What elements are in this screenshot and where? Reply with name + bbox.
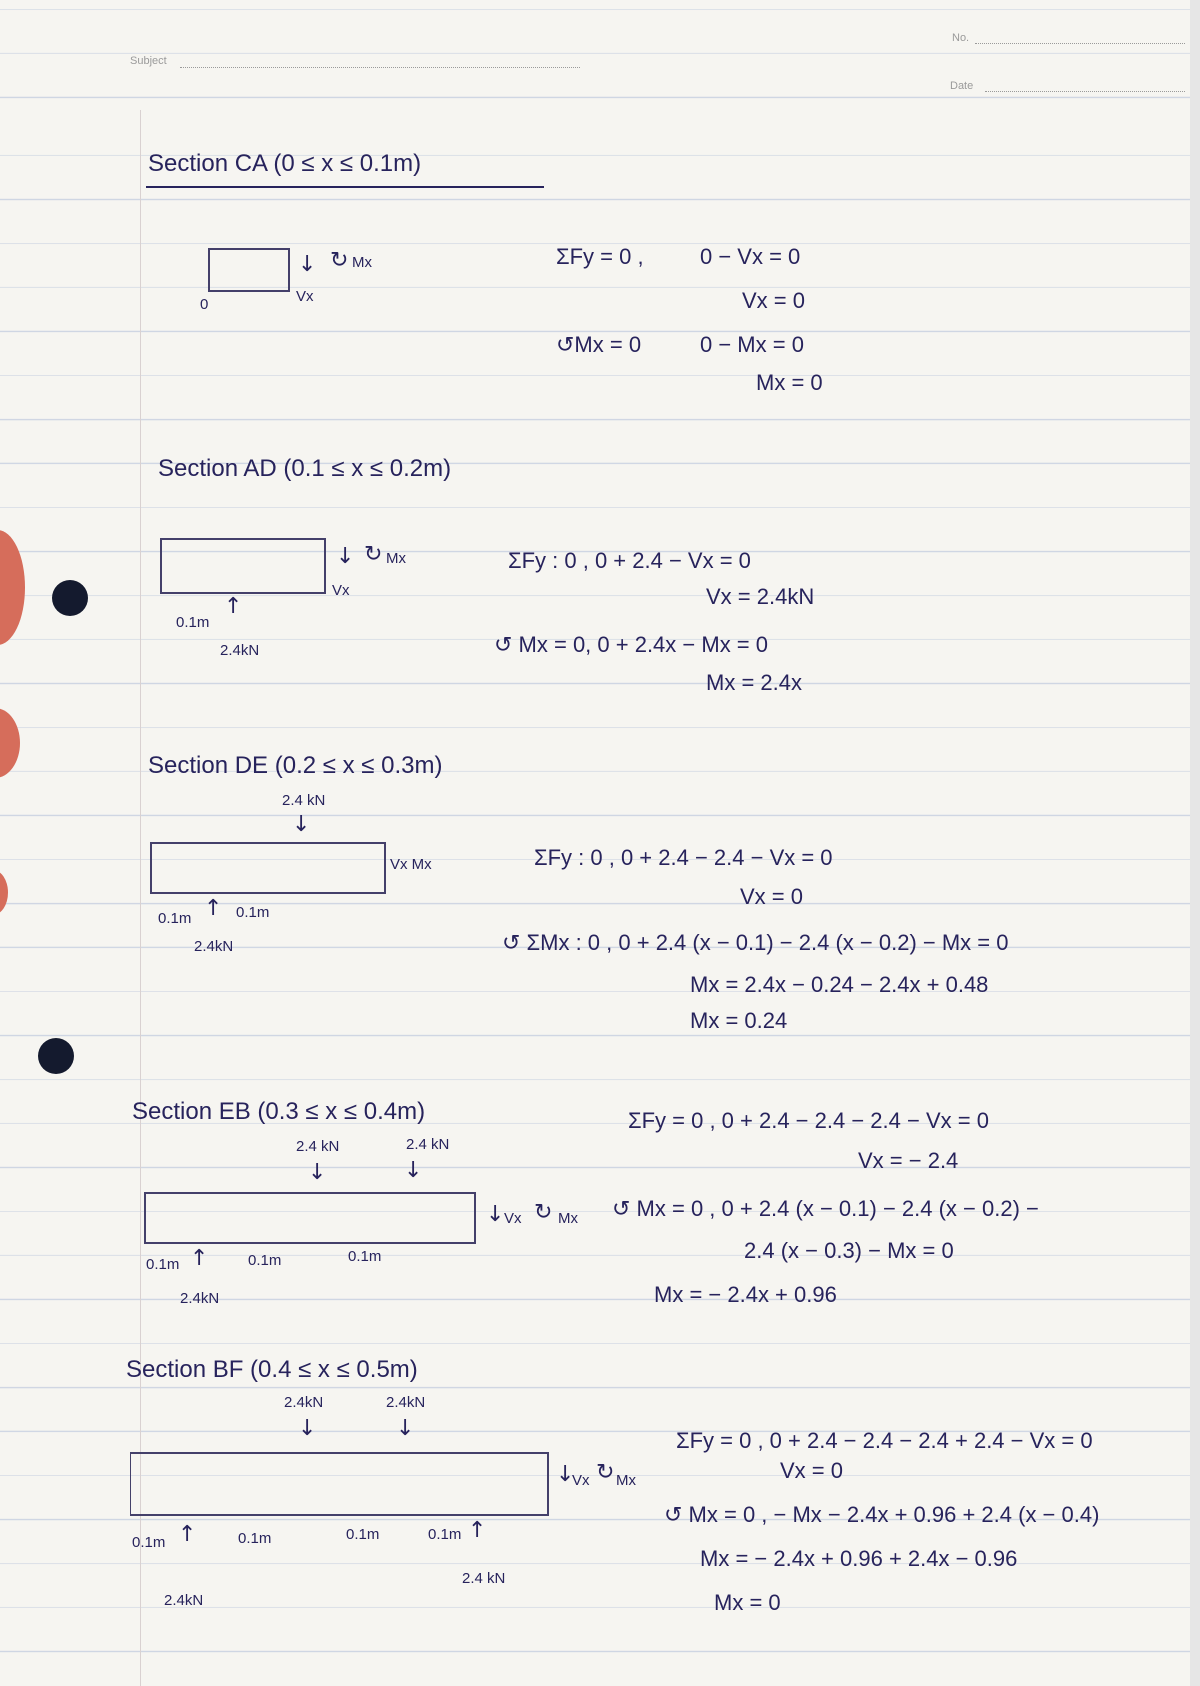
- moment-label: Mx: [352, 254, 372, 271]
- dimension-label: 0.1m: [346, 1526, 380, 1543]
- shear-label: Vx: [332, 582, 350, 599]
- equation: ↺ Mx = 0, 0 + 2.4x − Mx = 0: [494, 632, 769, 657]
- equation: ΣFy = 0 ,: [556, 244, 644, 269]
- reaction-arrow-icon: ↑: [204, 896, 223, 921]
- date-label: Date: [950, 80, 974, 92]
- equation: Mx = 0: [714, 1590, 781, 1615]
- equation: Mx = 0.24: [690, 1008, 788, 1033]
- binder-hole: [38, 1038, 74, 1074]
- point-label: 0: [200, 296, 209, 313]
- load-arrow-icon: ↓: [404, 1158, 423, 1183]
- subject-rule: [180, 66, 580, 68]
- dimension-label: 0.1m: [236, 904, 270, 921]
- load-arrow-icon: ↓: [292, 812, 311, 837]
- page-edge: [1190, 0, 1200, 1686]
- load-label: 2.4 kN: [296, 1138, 340, 1155]
- free-body-beam: [144, 1192, 476, 1244]
- section-title: Section BF (0.4 ≤ x ≤ 0.5m): [126, 1356, 418, 1383]
- shear-arrow-icon: ↓: [556, 1462, 575, 1487]
- equation: Vx = − 2.4: [858, 1148, 959, 1173]
- moment-arrow-icon: ↻: [596, 1460, 615, 1485]
- load-arrow-icon: ↓: [396, 1416, 415, 1441]
- load-arrow-icon: ↓: [298, 1416, 317, 1441]
- section-title: Section EB (0.3 ≤ x ≤ 0.4m): [132, 1098, 426, 1125]
- finger: [0, 530, 25, 645]
- load-label: 2.4 kN: [406, 1136, 450, 1153]
- shear-moment-label: Vx Mx: [390, 856, 432, 873]
- dimension-label: 0.1m: [176, 614, 210, 631]
- reaction-label: 2.4kN: [220, 642, 260, 659]
- moment-arrow-icon: ↻: [364, 542, 383, 567]
- shear-label: Vx: [504, 1210, 522, 1227]
- load-label: 2.4 kN: [282, 792, 326, 809]
- section-title: Section CA (0 ≤ x ≤ 0.1m): [148, 150, 422, 177]
- equation: Mx = 2.4x − 0.24 − 2.4x + 0.48: [690, 972, 989, 997]
- dimension-label: 0.1m: [248, 1252, 282, 1269]
- reaction-arrow-icon: ↑: [178, 1522, 197, 1547]
- section-title: Section DE (0.2 ≤ x ≤ 0.3m): [148, 752, 443, 779]
- reaction-label: 2.4kN: [164, 1592, 204, 1609]
- moment-arrow-icon: ↻: [534, 1200, 553, 1225]
- dimension-label: 0.1m: [132, 1534, 166, 1551]
- shear-label: Vx: [572, 1472, 590, 1489]
- moment-label: Mx: [558, 1210, 578, 1227]
- dimension-label: 0.1m: [146, 1256, 180, 1273]
- shear-arrow-icon: ↓: [298, 252, 317, 277]
- equation: ↺ Mx = 0 , − Mx − 2.4x + 0.96 + 2.4 (x − 0.4): [664, 1502, 1100, 1527]
- reaction-arrow-icon: ↑: [468, 1518, 487, 1543]
- date-rule: [985, 90, 1185, 92]
- moment-label: Mx: [616, 1472, 636, 1489]
- binder-hole: [52, 580, 88, 616]
- equation: 0 − Mx = 0: [700, 332, 804, 357]
- no-rule: [975, 42, 1185, 44]
- equation: Mx = − 2.4x + 0.96: [654, 1282, 837, 1307]
- reaction-arrow-icon: ↑: [190, 1246, 209, 1271]
- equation: 0 − Vx = 0: [700, 244, 801, 269]
- reaction-label: 2.4 kN: [462, 1570, 506, 1587]
- dimension-label: 0.1m: [238, 1530, 272, 1547]
- reaction-label: 2.4kN: [194, 938, 234, 955]
- dimension-label: 0.1m: [348, 1248, 382, 1265]
- finger: [0, 708, 20, 778]
- equation: Mx = 0: [756, 370, 823, 395]
- shear-label: Vx: [296, 288, 314, 305]
- equation: Vx = 2.4kN: [706, 584, 815, 609]
- reaction-arrow-icon: ↑: [224, 594, 243, 619]
- equation: Vx = 0: [740, 884, 803, 909]
- moment-label: Mx: [386, 550, 406, 567]
- equation: Mx = − 2.4x + 0.96 + 2.4x − 0.96: [700, 1546, 1018, 1571]
- margin-line: [140, 110, 141, 1686]
- free-body-beam: [150, 842, 386, 894]
- shear-arrow-icon: ↓: [336, 544, 355, 569]
- equation: Vx = 0: [780, 1458, 843, 1483]
- title-underline: [146, 186, 544, 188]
- equation: Mx = 2.4x: [706, 670, 802, 695]
- equation: ΣFy : 0 , 0 + 2.4 − Vx = 0: [508, 548, 751, 573]
- subject-label: Subject: [130, 55, 167, 67]
- dimension-label: 0.1m: [158, 910, 192, 927]
- moment-arrow-icon: ↻: [330, 248, 349, 273]
- free-body-beam: [160, 538, 326, 594]
- finger: [0, 870, 8, 915]
- equation: ΣFy = 0 , 0 + 2.4 − 2.4 − 2.4 + 2.4 − Vx = 0: [676, 1428, 1093, 1453]
- no-label: No.: [952, 32, 970, 44]
- section-title: Section AD (0.1 ≤ x ≤ 0.2m): [158, 455, 452, 482]
- shear-arrow-icon: ↓: [486, 1202, 505, 1227]
- dimension-label: 0.1m: [428, 1526, 462, 1543]
- free-body-beam: [208, 248, 290, 292]
- load-label: 2.4kN: [284, 1394, 324, 1411]
- equation: ↺ ΣMx : 0 , 0 + 2.4 (x − 0.1) − 2.4 (x − 0.2) − Mx = 0: [502, 930, 1009, 955]
- free-body-beam: [130, 1452, 549, 1516]
- equation: ↺Mx = 0: [556, 332, 642, 357]
- equation: ↺ Mx = 0 , 0 + 2.4 (x − 0.1) − 2.4 (x − 0.2) −: [612, 1196, 1039, 1221]
- equation: 2.4 (x − 0.3) − Mx = 0: [744, 1238, 954, 1263]
- equation: ΣFy : 0 , 0 + 2.4 − 2.4 − Vx = 0: [534, 845, 833, 870]
- equation: Vx = 0: [742, 288, 805, 313]
- equation: ΣFy = 0 , 0 + 2.4 − 2.4 − 2.4 − Vx = 0: [628, 1108, 989, 1133]
- load-label: 2.4kN: [386, 1394, 426, 1411]
- load-arrow-icon: ↓: [308, 1160, 327, 1185]
- reaction-label: 2.4kN: [180, 1290, 220, 1307]
